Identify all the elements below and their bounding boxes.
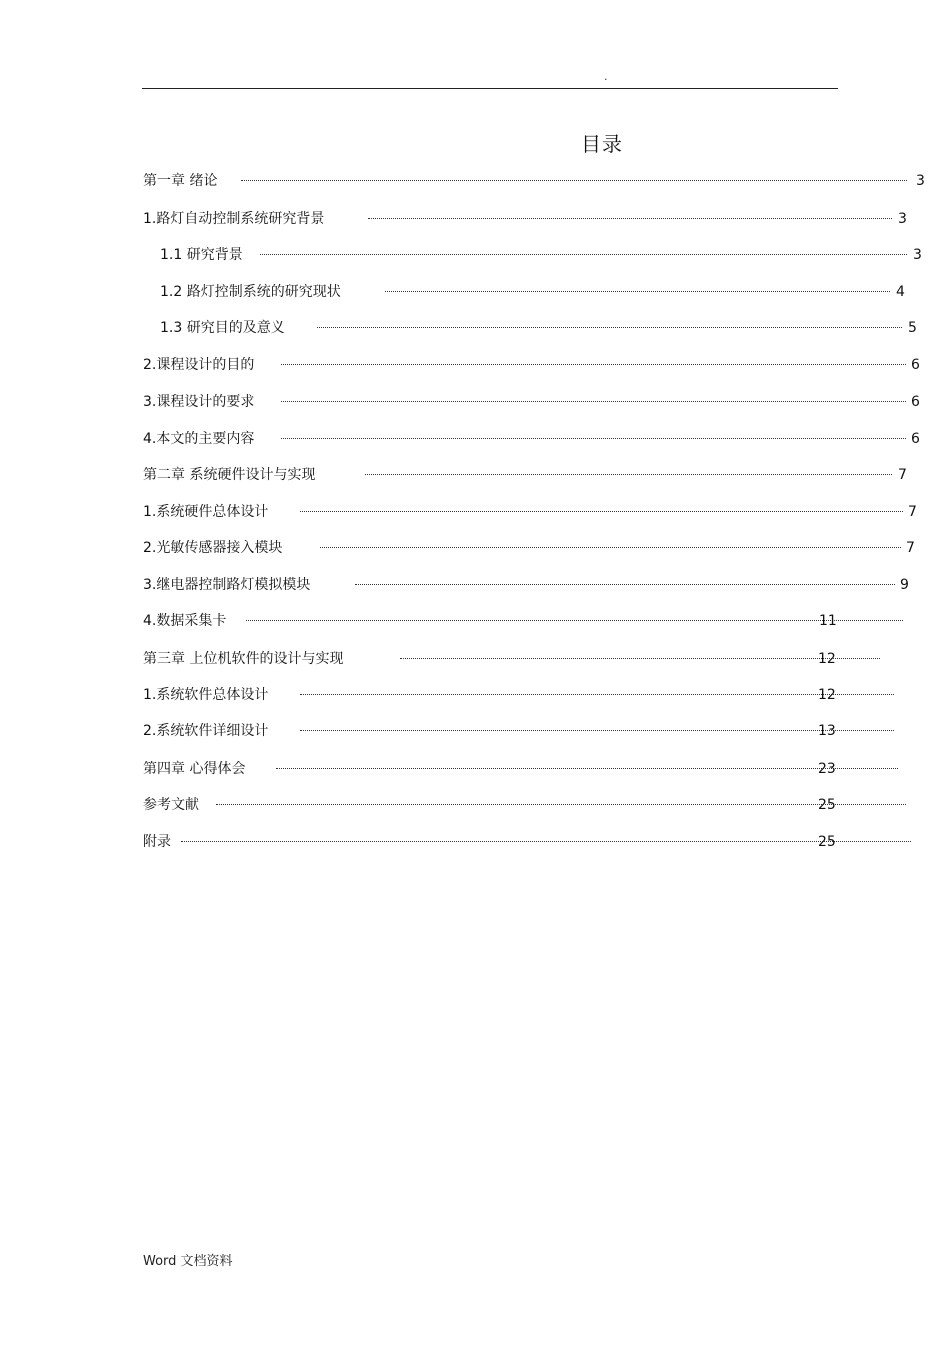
- toc-leader: [281, 438, 906, 439]
- toc-entry-page: 3: [913, 247, 922, 263]
- toc-entry-page: 25: [818, 834, 836, 850]
- toc-entry-label: 1.3 研究目的及意义: [160, 320, 285, 336]
- toc-entry-page: 6: [911, 394, 920, 410]
- toc-entry-label: 第二章 系统硬件设计与实现: [143, 467, 316, 483]
- toc-entry-page: 9: [900, 577, 909, 593]
- toc-entry-page: 4: [896, 284, 905, 300]
- toc-leader: [365, 474, 892, 475]
- toc-entry-label: 第三章 上位机软件的设计与实现: [143, 651, 344, 667]
- toc-leader: [368, 218, 892, 219]
- toc-leader: [300, 511, 903, 512]
- toc-leader: [300, 730, 894, 731]
- toc-entry-page: 23: [818, 761, 836, 777]
- toc-leader: [355, 584, 895, 585]
- toc-entry-page: 12: [818, 651, 836, 667]
- toc-entry-label: 第一章 绪论: [143, 173, 218, 189]
- toc-entry[interactable]: [143, 209, 933, 229]
- toc-leader: [241, 180, 907, 181]
- toc-leader: [385, 291, 890, 292]
- toc-leader: [281, 401, 906, 402]
- toc-entry[interactable]: [143, 759, 933, 779]
- toc-entry[interactable]: [143, 502, 933, 522]
- toc-entry[interactable]: [143, 575, 933, 595]
- toc-entry[interactable]: [143, 795, 933, 815]
- toc-entry-label: 2.光敏传感器接入模块: [143, 540, 283, 556]
- toc-entry-page: 7: [908, 504, 917, 520]
- toc-leader: [400, 658, 880, 659]
- toc-entry[interactable]: [143, 685, 933, 705]
- header-dot: .: [604, 70, 608, 83]
- toc-entry-page: 11: [819, 613, 837, 629]
- toc-leader: [317, 327, 902, 328]
- toc-entry-label: 4.数据采集卡: [143, 613, 227, 629]
- toc-entry-label: 2.系统软件详细设计: [143, 723, 269, 739]
- toc-leader: [181, 841, 911, 842]
- toc-entry[interactable]: [160, 318, 930, 338]
- toc-entry-label: 附录: [143, 834, 171, 850]
- footer-label: Word 文档资料: [143, 1254, 233, 1269]
- toc-title: 目录: [581, 132, 623, 156]
- toc-entry[interactable]: [160, 282, 930, 302]
- toc-entry[interactable]: [143, 721, 933, 741]
- toc-entry-label: 1.1 研究背景: [160, 247, 243, 263]
- toc-entry-label: 1.2 路灯控制系统的研究现状: [160, 284, 341, 300]
- toc-entry[interactable]: [143, 392, 933, 412]
- toc-entry-page: 13: [818, 723, 836, 739]
- toc-entry-label: 2.课程设计的目的: [143, 357, 255, 373]
- toc-leader: [320, 547, 901, 548]
- toc-entry-page: 3: [916, 173, 925, 189]
- toc-entry[interactable]: [160, 245, 930, 265]
- toc-entry-page: 12: [818, 687, 836, 703]
- toc-entry-label: 3.继电器控制路灯模拟模块: [143, 577, 311, 593]
- toc-entry[interactable]: [143, 429, 933, 449]
- toc-leader: [260, 254, 907, 255]
- toc-entry-page: 5: [908, 320, 917, 336]
- toc-leader: [281, 364, 906, 365]
- toc-entry-label: 3.课程设计的要求: [143, 394, 255, 410]
- toc-entry-page: 6: [911, 357, 920, 373]
- toc-entry-label: 1.系统软件总体设计: [143, 687, 269, 703]
- toc-entry-label: 1.路灯自动控制系统研究背景: [143, 211, 325, 227]
- toc-leader: [246, 620, 903, 621]
- toc-entry-label: 4.本文的主要内容: [143, 431, 255, 447]
- toc-entry[interactable]: [143, 649, 933, 669]
- toc-entry-page: 7: [898, 467, 907, 483]
- toc-entry-label: 第四章 心得体会: [143, 761, 246, 777]
- toc-leader: [276, 768, 898, 769]
- toc-entry[interactable]: [143, 611, 933, 631]
- toc-entry[interactable]: [143, 465, 933, 485]
- toc-entry[interactable]: [143, 832, 933, 852]
- toc-entry-page: 7: [906, 540, 915, 556]
- toc-entry[interactable]: [143, 538, 933, 558]
- toc-leader: [300, 694, 894, 695]
- toc-entry-page: 3: [898, 211, 907, 227]
- toc-entry-label: 1.系统硬件总体设计: [143, 504, 269, 520]
- toc-entry[interactable]: [143, 355, 933, 375]
- toc-entry-page: 6: [911, 431, 920, 447]
- toc-entry[interactable]: [143, 171, 933, 191]
- toc-leader: [216, 804, 906, 805]
- toc-entry-label: 参考文献: [143, 797, 199, 813]
- toc-entry-page: 25: [818, 797, 836, 813]
